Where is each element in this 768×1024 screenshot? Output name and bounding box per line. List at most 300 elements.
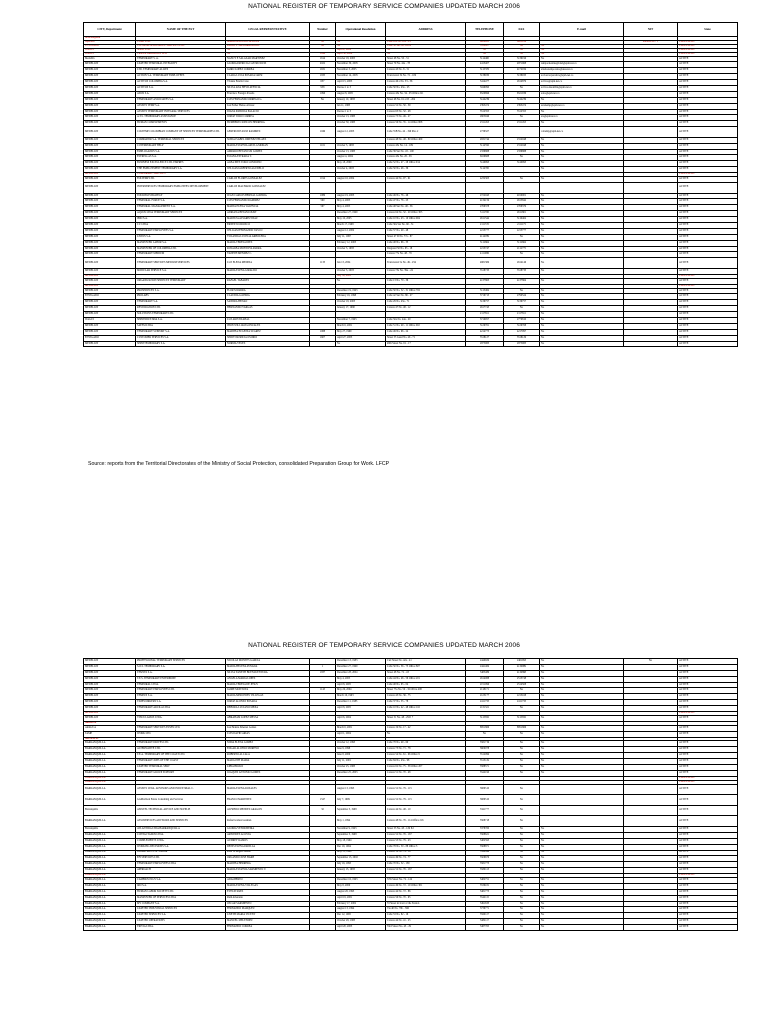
cell-resolution: August 19, 2003 bbox=[336, 193, 386, 199]
cell-state: ACTIVE bbox=[678, 211, 738, 217]
header-telephone: TELEPHONE bbox=[466, 23, 504, 37]
cell-resolution: May 27, 1999 bbox=[336, 329, 386, 335]
cell-email: No bbox=[540, 234, 624, 240]
cell-address: Carrera 19 No. 17 - 42 bbox=[386, 725, 466, 731]
cell-fax: No bbox=[504, 288, 540, 294]
cell-fax: 2336888 bbox=[504, 149, 540, 155]
cell-address: Carrera 52 No. 79 - 115 bbox=[386, 795, 466, 806]
cell-fax: 2111175 bbox=[504, 223, 540, 229]
cell-name: TRIVIA LTDA. bbox=[136, 925, 226, 931]
cell-telephone: 2131321 bbox=[466, 706, 504, 712]
cell-name: LIGHTED TEMPORAL SERV bbox=[136, 764, 226, 770]
cell-address: Calle 70 No. 52 - 139 bbox=[386, 862, 466, 868]
cell-name: MANPOWER OF SERVICES LTDA bbox=[136, 895, 226, 901]
cell-state: ACTIVE bbox=[678, 177, 738, 183]
cell-telephone: No bbox=[466, 731, 504, 737]
cell-email: No bbox=[540, 868, 624, 874]
cell-telephone: 3487765 bbox=[466, 925, 504, 931]
cell-name: LTD. TEMPORARY ALLIES bbox=[136, 68, 226, 74]
cell-address: Calle 44 No. 46 - 56 Office 201 bbox=[386, 676, 466, 682]
cell-city: MEDELLIN bbox=[84, 300, 136, 306]
cell-name: MANPOWER LABOR S.A. bbox=[136, 240, 226, 246]
cell-telephone: 3513119 bbox=[466, 759, 504, 765]
cell-city: ARAUCA bbox=[84, 725, 136, 731]
cell-state: CANCELLED bbox=[678, 40, 738, 44]
cell-address: Via 40 No. 79b - 396 bbox=[386, 907, 466, 913]
cell-name: TEMPORARY GROUP SUPPORT bbox=[136, 770, 226, 776]
cell-telephone: 2931744 bbox=[466, 137, 504, 143]
cell-address: Carrera 52 No. 50 - 39 bbox=[386, 103, 466, 109]
cell-fax: No bbox=[504, 234, 540, 240]
cell-address: Street 53 No. 43 - 129 P.2 bbox=[386, 826, 466, 832]
cell-fax: 2117811 bbox=[504, 312, 540, 318]
cell-city: MEDELLIN bbox=[84, 240, 136, 246]
cell-email: No bbox=[540, 335, 624, 341]
cell-legal-rep: AUDREY RAMOS bbox=[226, 838, 310, 844]
cell-name: ACTIVOS S.A. bbox=[136, 85, 226, 91]
cell-email: No bbox=[540, 850, 624, 856]
cell-address: Calle 47 No. 76 - 23 bbox=[386, 199, 466, 205]
cell-number: 1547 bbox=[310, 795, 336, 806]
cell-number: 1049 bbox=[310, 127, 336, 138]
cell-city: MEDELLIN bbox=[84, 149, 136, 155]
cell-fax: 8281919 bbox=[504, 40, 540, 44]
cell-name: ALTERNATIVE LTD. bbox=[136, 747, 226, 753]
cell-state: ACTIVE bbox=[678, 127, 738, 138]
cell-email: No bbox=[540, 56, 624, 62]
cell-fax: 2615842 bbox=[504, 199, 540, 205]
cell-email: No bbox=[540, 700, 624, 706]
cell-fax: No bbox=[504, 868, 540, 874]
cell-email: No bbox=[540, 223, 624, 229]
cell-resolution: October 28, 1983 bbox=[336, 919, 386, 925]
cell-name: BUSINESS EXCELLENCE LTD. EMPRES bbox=[136, 161, 226, 167]
cell-number: 958 bbox=[310, 85, 336, 91]
cell-city: MEDELLIN bbox=[84, 234, 136, 240]
cell-address: Street 48 No. 50 - 31 bbox=[386, 56, 466, 62]
cell-name: S.O.S. TEMPORARY S.A. bbox=[136, 664, 226, 670]
cell-address: Calle 50a No. 44a - 20 bbox=[386, 317, 466, 323]
cell-resolution: October 3, 2003 bbox=[336, 268, 386, 274]
cell-telephone: 3482117 bbox=[466, 919, 504, 925]
cell-city: ENVIGADO bbox=[84, 44, 136, 48]
cell-city: BARRANQUILLA bbox=[84, 877, 136, 883]
cell-city: BARRANQUILLA bbox=[84, 770, 136, 776]
cell-city: ITAGÜI bbox=[84, 48, 136, 52]
cell-number: 1046 bbox=[310, 52, 336, 56]
cell-nit: No bbox=[624, 659, 678, 665]
cell-state: ACTIVE bbox=[678, 335, 738, 341]
cell-fax: 3115832 bbox=[504, 715, 540, 721]
cell-address: Calle 55B No. 42 - 199 Piso 2 bbox=[386, 127, 466, 138]
cell-fax: No bbox=[504, 805, 540, 816]
cell-state: ACTIVE bbox=[678, 844, 738, 850]
cell-city: BARRANQUILLA bbox=[84, 741, 136, 747]
cell-address: Carrera 44 No. 97 - 91 bbox=[386, 177, 466, 183]
register-page-2 bbox=[0, 635, 768, 1024]
cell-address: Carrera 73a No. 39a - 24 bbox=[386, 268, 466, 274]
cell-email: No bbox=[540, 682, 624, 688]
cell-legal-rep: MARIA MERCEDES VILLEGAS bbox=[226, 694, 310, 700]
cell-name: TEMPORARY EMPLOYEES LTDA bbox=[136, 862, 226, 868]
cell-city: MEDELLIN bbox=[84, 91, 136, 97]
cell-email: No bbox=[540, 919, 624, 925]
cell-resolution: October 3, 1983 bbox=[336, 143, 386, 149]
cell-city: BARRANQUILLA bbox=[84, 795, 136, 806]
cell-resolution: September 13, 2002 bbox=[336, 856, 386, 862]
cell-resolution: February 19, 1998 bbox=[336, 294, 386, 300]
cell-telephone: 2151096 bbox=[466, 682, 504, 688]
cell-resolution: April 27, 2003 bbox=[336, 335, 386, 341]
cell-state: ACTIVE bbox=[678, 731, 738, 737]
cell-number: 1161 bbox=[310, 143, 336, 149]
cell-fax: No bbox=[504, 895, 540, 901]
cell-email: No bbox=[540, 741, 624, 747]
cell-number: 590 bbox=[310, 199, 336, 205]
cell-name: ESTRELLAS S.A. bbox=[136, 155, 226, 161]
cell-resolution: Jun 13, 2004 bbox=[336, 258, 386, 269]
cell-legal-rep: MARIA TERESA DIEZ bbox=[226, 240, 310, 246]
cell-name: PROLABS bbox=[136, 294, 226, 300]
cell-name: SOLUTIONS TEMPORARY LTD. bbox=[136, 312, 226, 318]
cell-fax: 8851866 bbox=[504, 725, 540, 731]
cell-telephone: 3580113 bbox=[466, 868, 504, 874]
cell-email: No bbox=[540, 199, 624, 205]
cell-legal-rep: MARIO ANTONIO BEDOYA bbox=[226, 40, 310, 44]
cell-legal-rep: LUIS DAVID ARIAS bbox=[226, 731, 310, 737]
cell-telephone: 3136757 bbox=[466, 300, 504, 306]
cell-state: ACTIVE bbox=[678, 816, 738, 827]
cell-telephone: 2736327 bbox=[466, 127, 504, 138]
cell-resolution: June 9, 1998 bbox=[336, 747, 386, 753]
cell-legal-rep: GERTRUDIS RUIZ RAMIREZ bbox=[226, 127, 310, 138]
cell-name: MY COMPANY S.A. bbox=[136, 901, 226, 907]
cell-state: ACTIVE bbox=[678, 80, 738, 86]
cell-legal-rep: Ruth Amarante bbox=[226, 895, 310, 901]
cell-name: CONTACTADOS LTDA. bbox=[136, 832, 226, 838]
cell-city: MEDELLIN bbox=[84, 676, 136, 682]
cell-telephone: 8280923 bbox=[466, 40, 504, 44]
cell-state: ACTIVE bbox=[678, 659, 738, 665]
cell-address: Calle 100 No. 100 - 23 bbox=[386, 40, 466, 44]
cell-telephone: 3542190 bbox=[466, 770, 504, 776]
cell-nit bbox=[624, 341, 678, 347]
cell-number bbox=[310, 816, 336, 827]
cell-fax: 3512355 bbox=[504, 109, 540, 115]
cell-name: RESTORATION LTD. bbox=[136, 306, 226, 312]
cell-resolution: March 6, 2001 bbox=[336, 323, 386, 329]
cell-email: No bbox=[540, 715, 624, 721]
register-body-1 bbox=[84, 37, 738, 347]
cell-name: COMPARTIR S.A. TEMPORAL SERVICES bbox=[136, 137, 226, 143]
cell-city: BARRANQUILLA bbox=[84, 856, 136, 862]
cell-telephone: 4214773 bbox=[466, 329, 504, 335]
cell-telephone: 2722043 bbox=[466, 193, 504, 199]
cell-city: MEDELLIN bbox=[84, 217, 136, 223]
cell-city: MEDELLIN bbox=[84, 155, 136, 161]
cell-resolution: April 19, 2001 bbox=[336, 895, 386, 901]
cell-fax: 3518129 bbox=[504, 335, 540, 341]
cell-resolution: December 13, 1983 bbox=[336, 659, 386, 665]
cell-city: MEDELLIN bbox=[84, 312, 136, 318]
cell-name: SERVITEMPORARY S.A. bbox=[136, 341, 226, 347]
cell-state: ACTIVE bbox=[678, 862, 738, 868]
cell-legal-rep: ROSALBA MONTOYA PARRA bbox=[226, 246, 310, 252]
cell-city: MEDELLIN bbox=[84, 306, 136, 312]
cell-state: ACTIVE bbox=[678, 784, 738, 795]
cell-name: WORKING DECISIONS S.A. bbox=[136, 844, 226, 850]
cell-legal-rep: JORGE ALONSO POSADA bbox=[226, 700, 310, 706]
cell-telephone: 5115376 bbox=[466, 68, 504, 74]
cell-telephone: 3710957 bbox=[466, 317, 504, 323]
cell-email: No bbox=[540, 240, 624, 246]
cell-address: Carrera 77a No. 48 - 76 bbox=[386, 252, 466, 258]
cell-city: BARRANQUILLA bbox=[84, 747, 136, 753]
register-table-1 bbox=[83, 22, 738, 347]
cell-email: No bbox=[540, 205, 624, 211]
cell-state: ACTIVE bbox=[678, 868, 738, 874]
cell-fax: 2513748 bbox=[504, 676, 540, 682]
cell-name: PROSERVICES S.A. bbox=[136, 288, 226, 294]
cell-legal-rep: SONIA ISABEL JIMENEZ PELAEZ bbox=[226, 137, 310, 143]
cell-address: Calle 39 Sur No. 43 - 100 bbox=[386, 149, 466, 155]
cell-telephone: 2311453 bbox=[466, 121, 504, 127]
cell-address: Calle 49 No. 96 - 24 bbox=[386, 329, 466, 335]
cell-email: No bbox=[540, 109, 624, 115]
cell-name: WORK LTD. bbox=[136, 731, 226, 737]
cell-legal-rep: RAFAEL TABARES bbox=[226, 278, 310, 284]
cell-name: LISTOS S.A. bbox=[136, 234, 226, 240]
cell-city: MEDELLIN bbox=[84, 288, 136, 294]
cell-legal-rep: MARIA ELENA VILLEGAS bbox=[226, 883, 310, 889]
cell-telephone: 6169688 bbox=[466, 155, 504, 161]
cell-state: ACTIVE bbox=[678, 97, 738, 103]
cell-number bbox=[310, 784, 336, 795]
cell-fax: No bbox=[504, 826, 540, 832]
cell-state: ACTIVE bbox=[678, 889, 738, 895]
cell-city: MEDELLIN bbox=[84, 700, 136, 706]
cell-resolution: October 13, 1983 bbox=[336, 115, 386, 121]
cell-telephone: 3542115 bbox=[466, 895, 504, 901]
cell-state: CANCELLED bbox=[678, 173, 738, 177]
cell-address: Carrera 49 No. 74 - 77 bbox=[386, 856, 466, 862]
cell-address: Street 79 No. 42a - 78 bbox=[386, 62, 466, 68]
cell-resolution: October 18, 2005 bbox=[336, 56, 386, 62]
cell-fax: 4217097 bbox=[504, 329, 540, 335]
cell-legal-rep: SILVIA YANETH BUENAVENTURA bbox=[226, 670, 310, 676]
page-title: NATIONAL REGISTER OF TEMPORARY SERVICE COMPANIES UPDATED MARCH 2006 bbox=[248, 3, 520, 10]
cell-telephone: 4232303 bbox=[466, 177, 504, 183]
cell-telephone: 5114556 bbox=[466, 143, 504, 149]
cell-number bbox=[310, 341, 336, 347]
cell-legal-rep: JHON WILLIAM GONZALEZ bbox=[226, 323, 310, 329]
cell-number: 1935 bbox=[310, 74, 336, 80]
cell-resolution: May 11, 1999 bbox=[336, 850, 386, 856]
cell-city: BARRANQUILLA bbox=[84, 907, 136, 913]
cell-name: GAMA Real Estate Consulting and Services bbox=[136, 795, 226, 806]
cell-email: ados@epm.net.co bbox=[540, 91, 624, 97]
cell-address: Carrera 43a No. 20 - 65 bbox=[386, 155, 466, 161]
cell-city: Medellín bbox=[84, 56, 136, 62]
cell-state: ACTIVE bbox=[678, 234, 738, 240]
cell-fax: 6521936 bbox=[504, 91, 540, 97]
cell-fax: 2766379 bbox=[504, 205, 540, 211]
cell-number: 1088 bbox=[310, 329, 336, 335]
cell-telephone: 2111725 bbox=[466, 223, 504, 229]
cell-name: EMPLOGANOS S.A. bbox=[136, 149, 226, 155]
cell-legal-rep: FERNANDO MARQUEZ bbox=[226, 907, 310, 913]
cell-name: IBIO S.A. bbox=[136, 217, 226, 223]
cell-telephone: 3506676 bbox=[466, 856, 504, 862]
cell-number: 1014 bbox=[310, 177, 336, 183]
cell-legal-rep: YOLANDA LUCELIA ARBOLEDA bbox=[226, 234, 310, 240]
cell-resolution: March 6, 2001 bbox=[336, 725, 386, 731]
cell-telephone: 3568871 bbox=[466, 844, 504, 850]
cell-legal-rep: MARIA EUGENIA ARCILA MORAN bbox=[226, 143, 310, 149]
cell-name: PROFESSIONAL TEMPORARY SERVICES bbox=[136, 659, 226, 665]
cell-city: MEDELLIN bbox=[84, 278, 136, 284]
cell-email bbox=[540, 795, 624, 806]
cell-resolution: September 3, 1998 bbox=[336, 832, 386, 838]
cell-state: CANCELLED bbox=[678, 776, 738, 780]
cell-nit: 890004700 - 1 bbox=[624, 40, 678, 44]
cell-email: coltemp@epm.net.co bbox=[540, 127, 624, 138]
table-row bbox=[84, 127, 738, 138]
cell-resolution: March 17, 1998 bbox=[336, 223, 386, 229]
cell-fax: No bbox=[504, 832, 540, 838]
cell-name: DEPARTMENT OF LABOR bbox=[136, 850, 226, 856]
cell-legal-rep: MARITZA ALVAREZ DIAZ bbox=[226, 217, 310, 223]
cell-resolution: March 16, 1993 bbox=[336, 694, 386, 700]
cell-city: MEDELLIN bbox=[84, 167, 136, 173]
cell-name: ASSISTS LTDA. ADVISORS AND INDUSTRIAL C. bbox=[136, 784, 226, 795]
cell-email: No bbox=[540, 300, 624, 306]
cell-state: ACTIVE bbox=[678, 228, 738, 234]
cell-city: BARRANQUILLA bbox=[84, 753, 136, 759]
cell-city: MEDELLIN bbox=[84, 109, 136, 115]
cell-fax: 4137864 bbox=[504, 278, 540, 284]
cell-resolution: July 11, 2001 bbox=[336, 759, 386, 765]
cell-fax: 4119898 bbox=[504, 670, 540, 676]
cell-address: Carrera 52 No. 79 - 115 bbox=[386, 784, 466, 795]
header-fax: FAX bbox=[504, 23, 540, 37]
cell-number: 1837 bbox=[310, 670, 336, 676]
cell-email: accioncorporativa@epm.net.co bbox=[540, 74, 624, 80]
cell-address: Carrera 44 No. 72 - 86 bbox=[386, 889, 466, 895]
cell-fax: No bbox=[504, 862, 540, 868]
cell-name: ASIXTEL TECHNICAL ADVICE AND SUPPLIE bbox=[136, 805, 226, 816]
cell-state: ACTIVE bbox=[678, 217, 738, 223]
cell-fax: No bbox=[504, 877, 540, 883]
cell-name: TIMEWORKERS S.A. bbox=[136, 700, 226, 706]
cell-number: 32 bbox=[310, 805, 336, 816]
cell-name: TEMPORARY S.A. bbox=[136, 300, 226, 306]
cell-legal-rep: PABLO E SALDARRIAGA R. bbox=[226, 44, 310, 48]
cell-legal-rep: NORMA VELEZ bbox=[226, 341, 310, 347]
cell-resolution: November 9, 1993 bbox=[336, 826, 386, 832]
cell-telephone: 4137863 bbox=[466, 278, 504, 284]
cell-state: ACTIVE bbox=[678, 805, 738, 816]
cell-address: Calle 51 No. 49 - 11 Office 910 bbox=[386, 323, 466, 329]
cell-resolution: May 4, 2005 bbox=[336, 205, 386, 211]
cell-address: Carrera 54 No. 61 - 96 Office 9 bbox=[386, 753, 466, 759]
cell-telephone: 3115832 bbox=[466, 715, 504, 721]
cell-legal-rep: YANETH MENDEZ C. bbox=[226, 252, 310, 258]
header-legal-rep: LEGAL REPRESENTATIVE bbox=[226, 23, 310, 37]
cell-state: ACTIVE bbox=[678, 688, 738, 694]
cell-city: BARRANQUILLA bbox=[84, 780, 136, 784]
cell-address: Street 75a No. 50 - 32 Office 408 bbox=[386, 688, 466, 694]
cell-name: ASSOSERVICES ADVISORS AND SERVICES bbox=[136, 816, 226, 827]
cell-resolution: Dec 12, 1995 bbox=[336, 913, 386, 919]
cell-resolution: April 15, 2005 bbox=[336, 80, 386, 86]
cell-address: Carrera 56 No. 35 - 14 Office 808 bbox=[386, 121, 466, 127]
cell-telephone: 3481773 bbox=[466, 889, 504, 895]
cell-city: MEDELLIN bbox=[84, 193, 136, 199]
cell-state: ACTIVE bbox=[678, 329, 738, 335]
cell-email: No bbox=[540, 901, 624, 907]
cell-email: asistiemp@epm.net.co bbox=[540, 103, 624, 109]
cell-resolution: August 16, 2004 bbox=[336, 177, 386, 183]
cell-resolution: May 10, 2005 bbox=[336, 217, 386, 223]
header-email: E-mail bbox=[540, 23, 624, 37]
cell-state: ACTIVE bbox=[678, 664, 738, 670]
cell-name: TEMPORARY JOBS OF THE COAST bbox=[136, 759, 226, 765]
cell-legal-rep: WILLIAM ALBERTO AGUDELO bbox=[226, 167, 310, 173]
cell-legal-rep: JAIME MONTOYA bbox=[226, 688, 310, 694]
cell-telephone: 4111986 bbox=[466, 252, 504, 258]
cell-fax: 2311453 bbox=[504, 121, 540, 127]
cell-legal-rep: SINDY PATRICIA OSORIO bbox=[226, 335, 310, 341]
cell-legal-rep: CLAUDIA GAVIRIA bbox=[226, 294, 310, 300]
cell-city: BARRANQUILLA bbox=[84, 919, 136, 925]
table-header bbox=[84, 23, 738, 37]
cell-telephone: 5112664 bbox=[466, 240, 504, 246]
cell-nit bbox=[624, 925, 678, 931]
cell-city: MEDELLIN bbox=[84, 173, 136, 177]
cell-number: 637 bbox=[310, 80, 336, 86]
cell-legal-rep: ERNESTO OROZCO bbox=[226, 223, 310, 229]
cell-city: ITAGUI bbox=[84, 317, 136, 323]
cell-address: Calle 13 No. 70 - 36 bbox=[386, 278, 466, 284]
cell-name: TOURISM STRATEGY bbox=[136, 193, 226, 199]
cell-name: COMPLEMENTS LTDA. bbox=[136, 838, 226, 844]
cell-name: ACTIVOS COLOMBIA S.A. bbox=[136, 80, 226, 86]
cell-name: LIGHTED SERVICES S.A. bbox=[136, 913, 226, 919]
cell-city: ARAUCA bbox=[84, 721, 136, 725]
cell-state: CANCELLED bbox=[678, 52, 738, 56]
cell-email: No bbox=[540, 925, 624, 931]
cell-city: BARRANQUILLA bbox=[84, 784, 136, 795]
cell-address: Carrera 73 No. 71 - 78 bbox=[386, 747, 466, 753]
cell-email: No bbox=[540, 121, 624, 127]
cell-legal-rep: GLORIA VENDONEIRA bbox=[226, 826, 310, 832]
cell-name: TEMPORARY ASSOCIATES S.A. bbox=[136, 97, 226, 103]
cell-telephone: 3310007 bbox=[466, 44, 504, 48]
cell-resolution: May 4, 2005 bbox=[336, 199, 386, 205]
cell-city: MEDELLIN bbox=[84, 688, 136, 694]
cell-state: CANCELLED bbox=[678, 712, 738, 716]
cell-state: ACTIVE bbox=[678, 240, 738, 246]
cell-legal-rep: ALFREDO MENDEZ ARAGON bbox=[226, 805, 310, 816]
cell-address: Calle 78 No. 50 - 88 Office 3 bbox=[386, 844, 466, 850]
cell-resolution: April 1, 2004 bbox=[336, 731, 386, 737]
cell-legal-rep: CARLOS FLORES GONZALEZ bbox=[226, 177, 310, 183]
cell-email: No bbox=[540, 317, 624, 323]
cell-address: Carrera 43a No. 34 - 95 Office 221 bbox=[386, 91, 466, 97]
cell-fax bbox=[504, 182, 540, 193]
cell-legal-rep: FLOR M PARRA bbox=[226, 288, 310, 294]
